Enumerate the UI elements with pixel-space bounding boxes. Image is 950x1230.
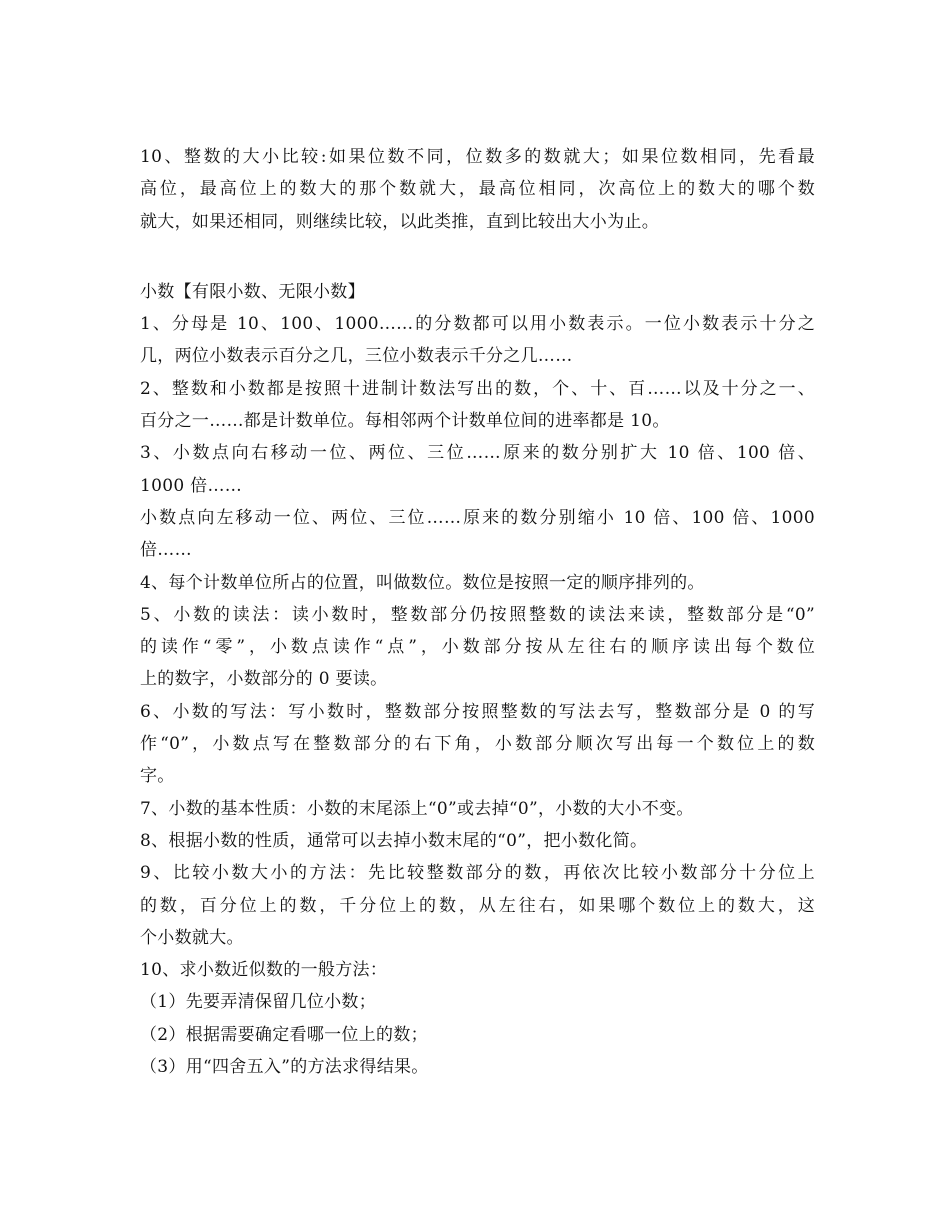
paragraph-line: 字。 (140, 766, 175, 787)
paragraph-line: 5、小数的读法：读小数时，整数部分仍按照整数的读法来读，整数部分是“0” (140, 604, 815, 625)
list-item: （2）根据需要确定看哪一位上的数； (140, 1024, 428, 1045)
paragraph-line: 4、每个计数单位所占的位置，叫做数位。数位是按照一定的顺序排列的。 (140, 572, 705, 593)
paragraph-line: 就大，如果还相同，则继续比较，以此类推，直到比较出大小为止。 (140, 211, 659, 232)
paragraph-line: 高位，最高位上的数大的那个数就大，最高位相同，次高位上的数大的哪个数 (140, 179, 815, 200)
section-heading: 小数【有限小数、无限小数】 (140, 281, 365, 302)
paragraph-line: 的读作“零”，小数点读作“点”，小数部分按从左往右的顺序读出每个数位 (140, 637, 815, 658)
paragraph-line: 作“0”，小数点写在整数部分的右下角，小数部分顺次写出每一个数位上的数 (140, 734, 815, 755)
paragraph-line: 3、小数点向右移动一位、两位、三位……原来的数分别扩大 10 倍、100 倍、 (140, 443, 815, 464)
paragraph-line: 倍…… (140, 540, 192, 561)
paragraph-line: 7、小数的基本性质：小数的末尾添上“0”或去掉“0”，小数的大小不变。 (140, 798, 694, 819)
list-item: （1）先要弄清保留几位小数； (140, 992, 377, 1013)
paragraph-line: 10、求小数近似数的一般方法： (140, 960, 388, 981)
paragraph-line: 2、整数和小数都是按照十进制计数法写出的数，个、十、百……以及十分之一、 (140, 378, 815, 399)
paragraph-line: 百分之一……都是计数单位。每相邻两个计数单位间的进率都是 10。 (140, 411, 670, 432)
paragraph-gap (140, 238, 815, 276)
paragraph-line: 个小数就大。 (140, 927, 244, 948)
paragraph-line: 8、根据小数的性质，通常可以去掉小数末尾的“0”，把小数化简。 (140, 830, 648, 851)
paragraph-line: 几，两位小数表示百分之几，三位小数表示千分之几…… (140, 346, 573, 367)
document-page (140, 141, 815, 1083)
list-item: （3）用“四舍五入”的方法求得结果。 (140, 1057, 429, 1078)
paragraph-line: 小数点向左移动一位、两位、三位……原来的数分别缩小 10 倍、100 倍、1000 (140, 507, 815, 528)
paragraph-line: 1、分母是 10、100、1000……的分数都可以用小数表示。一位小数表示十分之 (140, 314, 815, 335)
paragraph-line: 上的数字，小数部分的 0 要读。 (140, 669, 388, 690)
paragraph-line: 的数，百分位上的数，千分位上的数，从左往右，如果哪个数位上的数大，这 (140, 895, 815, 916)
paragraph-line: 9、比较小数大小的方法：先比较整数部分的数，再依次比较小数部分十分位上 (140, 863, 815, 884)
paragraph-line: 10、整数的大小比较:如果位数不同，位数多的数就大；如果位数相同，先看最 (140, 147, 815, 167)
paragraph-line: 6、小数的写法：写小数时，整数部分按照整数的写法去写，整数部分是 0 的写 (140, 701, 815, 722)
paragraph-line: 1000 倍…… (140, 475, 243, 496)
